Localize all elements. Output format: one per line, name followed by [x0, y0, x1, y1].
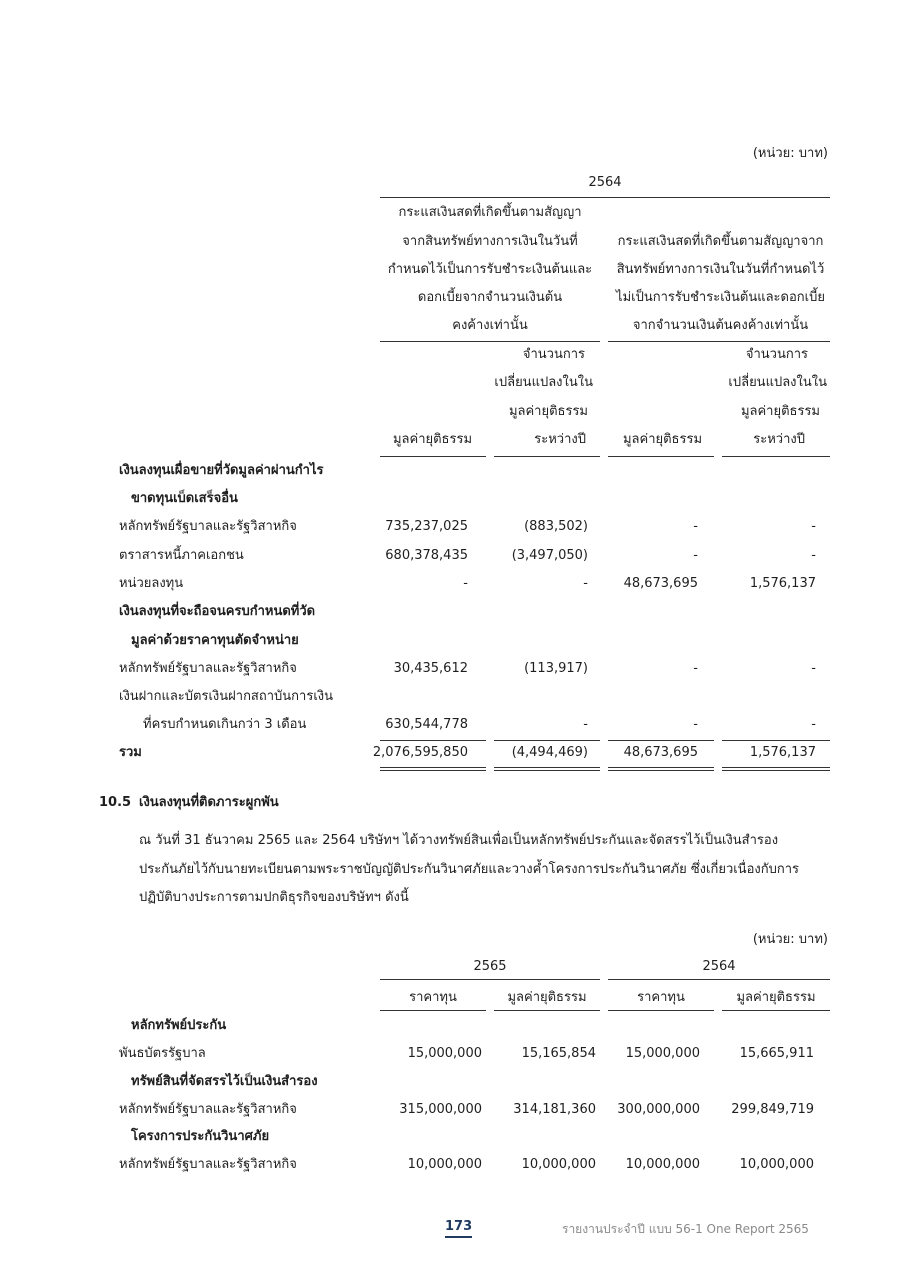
col-fair-value: มูลค่ายุติธรรม	[736, 990, 816, 1005]
cell-value: 10,000,000	[625, 1157, 700, 1172]
section-title-line: เงินลงทุนที่จะถือจนครบกำหนดที่วัด	[119, 604, 316, 619]
total-double-rule	[608, 767, 714, 768]
header-line: กระแสเงินสดที่เกิดขึ้นตามสัญญา	[398, 205, 582, 220]
subtotal-rule	[380, 740, 486, 741]
unit-label: (หน่วย: บาท)	[752, 932, 828, 947]
cell-value: 10,000,000	[407, 1157, 482, 1172]
col-fair-value: มูลค่ายุติธรรม	[507, 990, 587, 1005]
header-line: มูลค่ายุติธรรม	[740, 404, 820, 419]
total-double-rule	[494, 767, 600, 768]
cell-value: 630,544,778	[385, 717, 468, 732]
cell-value: -	[811, 717, 816, 732]
header-line: เปลี่ยนแปลงในใน	[494, 375, 593, 390]
header-line: ดอกเบี้ยจากจำนวนเงินต้น	[417, 290, 563, 305]
cell-value: 299,849,719	[731, 1102, 814, 1117]
header-line: คงค้างเท่านั้น	[452, 318, 528, 333]
cell-value: -	[463, 576, 468, 591]
cell-value: -	[693, 717, 698, 732]
cell-value: 680,378,435	[385, 548, 468, 563]
unit-label: (หน่วย: บาท)	[752, 146, 828, 161]
cell-value: -	[811, 661, 816, 676]
header-rule	[380, 197, 830, 198]
total-double-rule	[722, 767, 830, 768]
group-title: หลักทรัพย์ประกัน	[131, 1018, 227, 1033]
section-number: 10.5	[99, 795, 132, 810]
paragraph-line: ประกันภัยไว้กับนายทะเบียนตามพระราชบัญญัติประกันวินาศภัยและวางค้ำโครงการประกันวินาศภัย ซึ่งเกี่ยวเนื่องกับการ	[139, 862, 800, 877]
year-header: 2564	[702, 959, 736, 974]
subtotal-rule	[722, 740, 830, 741]
cell-value: 1,576,137	[749, 745, 816, 760]
header-line: มูลค่ายุติธรรม	[508, 404, 588, 419]
total-double-rule	[608, 770, 714, 771]
group-b-rule	[608, 341, 830, 342]
cell-value: (4,494,469)	[511, 745, 588, 760]
cell-value: 15,000,000	[625, 1046, 700, 1061]
page-number: 173	[445, 1219, 472, 1238]
header-line: จากสินทรัพย์ทางการเงินในวันที่	[402, 234, 578, 249]
col-rule	[494, 1010, 600, 1011]
row-label: ตราสารหนี้ภาคเอกชน	[119, 548, 244, 563]
row-label: ที่ครบกำหนดเกินกว่า 3 เดือน	[143, 717, 307, 732]
cell-value: (883,502)	[524, 519, 588, 534]
group-a-rule	[380, 341, 600, 342]
total-double-rule	[380, 767, 486, 768]
cell-value: -	[583, 576, 588, 591]
header-line: จากจำนวนเงินต้นคงค้างเท่านั้น	[632, 318, 809, 333]
paragraph-line: ปฏิบัติบางประการตามปกติธุรกิจของบริษัทฯ ดังนี้	[139, 890, 409, 905]
section-title-line: มูลค่าด้วยราคาทุนตัดจำหน่าย	[131, 633, 299, 648]
col-cost: ราคาทุน	[409, 990, 457, 1005]
year-header: 2564	[588, 175, 622, 190]
cell-value: 315,000,000	[399, 1102, 482, 1117]
subtotal-rule	[494, 740, 600, 741]
col-fair-value: มูลค่ายุติธรรม	[392, 432, 473, 447]
cell-value: -	[693, 519, 698, 534]
cell-value: 48,673,695	[623, 745, 698, 760]
total-double-rule	[494, 770, 600, 771]
cell-value: (3,497,050)	[511, 548, 588, 563]
header-line: ระหว่างปี	[753, 432, 805, 447]
cell-value: 30,435,612	[393, 661, 468, 676]
total-double-rule	[380, 770, 486, 771]
cell-value: 300,000,000	[617, 1102, 700, 1117]
cell-value: 10,000,000	[521, 1157, 596, 1172]
col-fair-value: มูลค่ายุติธรรม	[622, 432, 703, 447]
row-label: หลักทรัพย์รัฐบาลและรัฐวิสาหกิจ	[119, 661, 297, 676]
col-rule	[380, 1010, 486, 1011]
col-rule	[722, 1010, 830, 1011]
year-rule	[608, 979, 830, 980]
cell-value: 15,000,000	[407, 1046, 482, 1061]
cell-value: 15,665,911	[739, 1046, 814, 1061]
cell-value: 735,237,025	[385, 519, 468, 534]
row-label: เงินฝากและบัตรเงินฝากสถาบันการเงิน	[119, 689, 334, 704]
header-line: เปลี่ยนแปลงในใน	[728, 375, 827, 390]
cell-value: 1,576,137	[749, 576, 816, 591]
section-title-line: เงินลงทุนเผื่อขายที่วัดมูลค่าผ่านกำไร	[119, 463, 324, 478]
cell-value: 15,165,854	[521, 1046, 596, 1061]
header-line: ระหว่างปี	[534, 432, 586, 447]
row-label: พันธบัตรรัฐบาล	[119, 1046, 206, 1061]
col-cost: ราคาทุน	[637, 990, 685, 1005]
cell-value: -	[693, 661, 698, 676]
group-title: ทรัพย์สินที่จัดสรรไว้เป็นเงินสำรอง	[131, 1074, 318, 1089]
year-rule	[380, 979, 600, 980]
section-title-line: ขาดทุนเบ็ดเสร็จอื่น	[131, 491, 238, 506]
group-title: โครงการประกันวินาศภัย	[131, 1129, 270, 1144]
cell-value: (113,917)	[524, 661, 588, 676]
col-rule	[722, 456, 830, 457]
section-heading: เงินลงทุนที่ติดภาระผูกพัน	[139, 795, 279, 810]
row-label: หลักทรัพย์รัฐบาลและรัฐวิสาหกิจ	[119, 519, 297, 534]
header-line: กระแสเงินสดที่เกิดขึ้นตามสัญญาจาก	[617, 234, 824, 249]
header-line: ไม่เป็นการรับชำระเงินต้นและดอกเบี้ย	[616, 290, 825, 305]
cell-value: 10,000,000	[739, 1157, 814, 1172]
cell-value: -	[811, 519, 816, 534]
col-rule	[494, 456, 600, 457]
header-line: สินทรัพย์ทางการเงินในวันที่กำหนดไว้	[616, 262, 825, 277]
header-line: จำนวนการ	[522, 347, 585, 362]
report-title: รายงานประจำปี แบบ 56-1 One Report 2565	[562, 1222, 809, 1236]
col-rule	[608, 1010, 714, 1011]
row-label: หน่วยลงทุน	[119, 576, 184, 591]
year-header: 2565	[473, 959, 507, 974]
subtotal-rule	[608, 740, 714, 741]
cell-value: -	[811, 548, 816, 563]
cell-value: 314,181,360	[513, 1102, 596, 1117]
cell-value: 2,076,595,850	[372, 745, 468, 760]
col-rule	[380, 456, 486, 457]
cell-value: 48,673,695	[623, 576, 698, 591]
col-rule	[608, 456, 714, 457]
cell-value: -	[583, 717, 588, 732]
total-double-rule	[722, 770, 830, 771]
row-label: หลักทรัพย์รัฐบาลและรัฐวิสาหกิจ	[119, 1157, 297, 1172]
paragraph-line: ณ วันที่ 31 ธันวาคม 2565 และ 2564 บริษัทฯ ได้วางทรัพย์สินเพื่อเป็นหลักทรัพย์ประกันและจัดสรรไว้เป็นเงินสำรอง	[139, 833, 779, 848]
header-line: กำหนดไว้เป็นการรับชำระเงินต้นและ	[387, 262, 593, 277]
total-label: รวม	[119, 745, 142, 760]
header-line: จำนวนการ	[745, 347, 808, 362]
cell-value: -	[693, 548, 698, 563]
row-label: หลักทรัพย์รัฐบาลและรัฐวิสาหกิจ	[119, 1102, 297, 1117]
